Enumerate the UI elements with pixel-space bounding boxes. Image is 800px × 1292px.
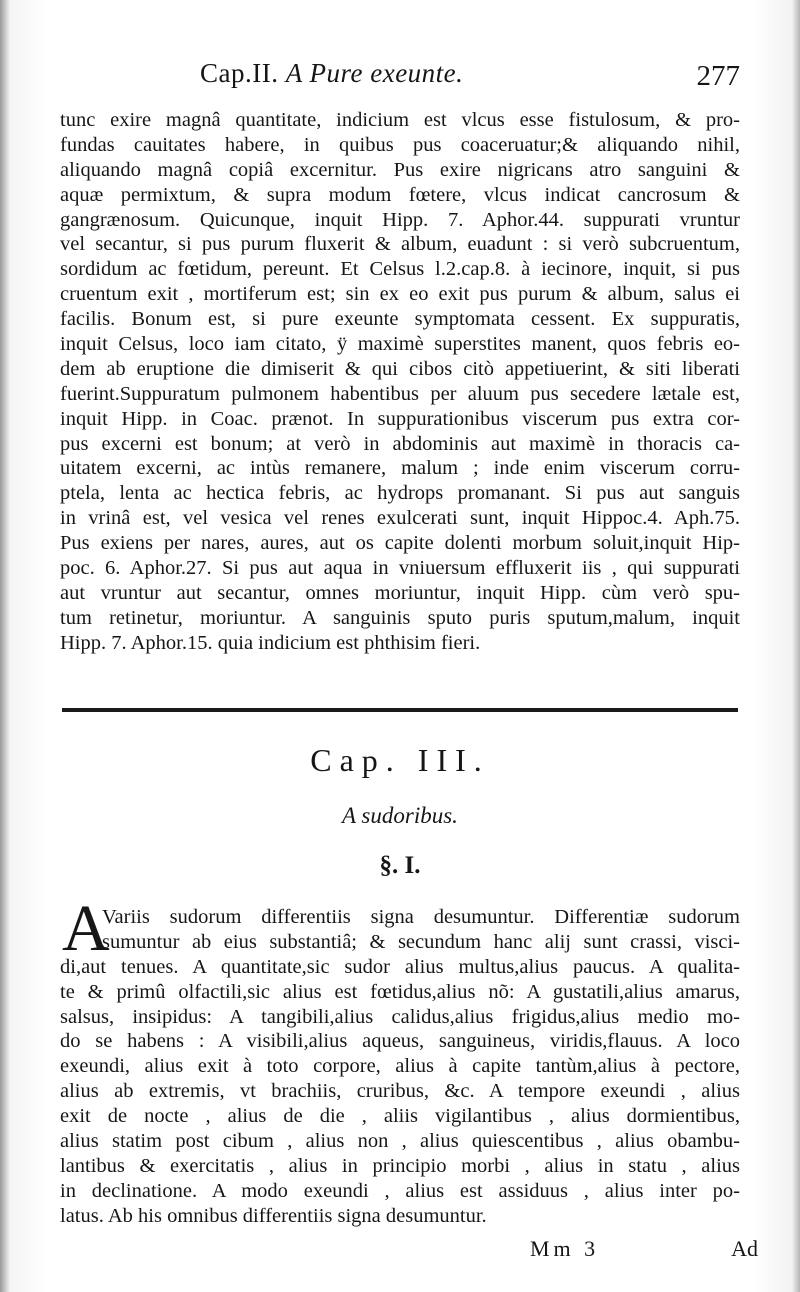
text-line: alius ab extremis, vt brachiis, cruribus, &c. A tempore exeundi , alius bbox=[60, 1080, 740, 1103]
text-line: vel secantur, si pus purum fluxerit & album, euadunt : si verò subcruentum, bbox=[60, 233, 740, 256]
text-line: fundas cauitates habere, in quibus pus coaceruatur;& aliquando nihil, bbox=[60, 133, 740, 156]
text-line: in vrinâ est, vel vesica vel renes exulcerati sunt, inquit Hippoc.4. Aph.75. bbox=[60, 507, 740, 530]
text-line: di,aut tenues. A quantitate,sic sudor alius multus,alius paucus. A qualita- bbox=[60, 955, 740, 978]
section-mark: §. I. bbox=[379, 852, 421, 879]
text-line: alius statim post cibum , alius non , alius quiescentibus , alius obambu- bbox=[60, 1130, 740, 1153]
text-line: inquit Celsus, loco iam citato, ÿ maximè superstites manent, quos febris eo- bbox=[60, 333, 740, 356]
chapter-subtitle: A sudoribus. bbox=[342, 803, 458, 828]
text-line: exeundi, alius exit à toto corpore, alius à capite tantùm,alius à pectore, bbox=[60, 1055, 740, 1078]
running-head-topic: A Pure exeunte. bbox=[285, 58, 464, 88]
text-line: sumuntur ab eius substantiâ; & secundum hanc alij sunt crassi, visci- bbox=[102, 930, 740, 953]
chapter-divider-rule bbox=[62, 708, 738, 712]
edge-shadow bbox=[792, 0, 800, 1292]
text-line: exit de nocte , alius de die , aliis vigilantibus , alius dormientibus, bbox=[60, 1105, 740, 1128]
chapter-title: Cap. III. bbox=[310, 742, 490, 778]
text-line: inquit Hipp. in Coac. prænot. In suppurationibus viscerum pus extra cor- bbox=[60, 407, 740, 430]
text-line: tum retinetur, moriuntur. A sanguinis sputo puris sputum,malum, inquit bbox=[60, 606, 740, 629]
text-line: aut vruntur aut secantur, omnes moriuntur, inquit Hipp. cùm verò spu- bbox=[60, 581, 740, 604]
chapter3-text bbox=[60, 905, 740, 1229]
running-head-chapter: Cap.II. bbox=[200, 58, 279, 88]
drop-cap: A bbox=[62, 892, 110, 965]
text-line: Pus exiens per nares, aures, aut os capite dolenti morbum soluit,inquit Hip- bbox=[60, 532, 740, 555]
catchword: Ad bbox=[731, 1236, 758, 1261]
text-line: Variis sudorum differentiis signa desumuntur. Differentiæ sudorum bbox=[102, 906, 740, 928]
text-line: ptela, lenta ac hectica febris, ac hydrops promanant. Si pus aut sanguis bbox=[60, 482, 740, 505]
text-line: sordidum ac fœtidum, pereunt. Et Celsus l.2.cap.8. à iecinore, inquit, si pus bbox=[60, 258, 740, 281]
text-line: lantibus & exercitatis , alius in principio morbi , alius in statu , alius bbox=[60, 1154, 740, 1177]
text-line: uitatem excerni, ac intùs remanere, malum ; inde enim viscerum corru- bbox=[60, 457, 740, 480]
text-line: cruentum exit , mortiferum est; sin ex eo exit pus purum & album, salus ei bbox=[60, 283, 740, 306]
text-line: facilis. Bonum est, si pure exeunte symptomata cessent. Ex suppuratis, bbox=[60, 308, 740, 331]
gutter-shadow bbox=[0, 0, 10, 1292]
text-line: te & primû olfactili,sic alius est fœtidus,alius nõ: A gustatili,alius amarus, bbox=[60, 980, 740, 1003]
running-head-title bbox=[200, 58, 463, 89]
text-line: poc. 6. Aphor.27. Si pus aut aqua in vniuersum effluxerit iis , qui suppurati bbox=[60, 557, 740, 580]
page-number: 277 bbox=[696, 60, 740, 92]
text-line: aquæ permixtum, & supra modum fœtere, vlcus indicat cancrosum & bbox=[60, 183, 740, 206]
text-line: dem ab eruptione die dimiserit & qui cibos citò appetiuerint, & siti liberati bbox=[60, 357, 740, 380]
running-head bbox=[60, 58, 740, 100]
text-line: latus. Ab his omnibus differentiis signa desumuntur. bbox=[60, 1204, 487, 1227]
text-line: fuerint.Suppuratum pulmonem habentibus per aluum pus secedere lætale est, bbox=[60, 382, 740, 405]
signature-mark: Mm 3 bbox=[530, 1236, 600, 1261]
text-line: pus excerni est bonum; at verò in abdominis aut maximè in thoracis ca- bbox=[60, 432, 740, 455]
text-line: salsus, insipidus: A tangibili,alius calidus,alius frigidus,alius medio mo- bbox=[60, 1005, 740, 1028]
text-line: Hipp. 7. Aphor.15. quia indicium est phthisim fieri. bbox=[60, 631, 481, 654]
text-line: gangrænosum. Quicunque, inquit Hipp. 7. Aphor.44. suppurati vruntur bbox=[60, 208, 740, 231]
text-line: tunc exire magnâ quantitate, indicium est vlcus esse fistulosum, & pro- bbox=[60, 109, 740, 131]
chapter2-text bbox=[60, 108, 740, 656]
text-line: in declinatione. A modo exeundi , alius est assiduus , alius inter po- bbox=[60, 1179, 740, 1202]
text-line: do se habens : A visibili,alius aqueus, sanguineus, viridis,flauus. A loco bbox=[60, 1030, 740, 1053]
text-line: aliquando magnâ copiâ excernitur. Pus exire nigricans atro sanguini & bbox=[60, 158, 740, 181]
